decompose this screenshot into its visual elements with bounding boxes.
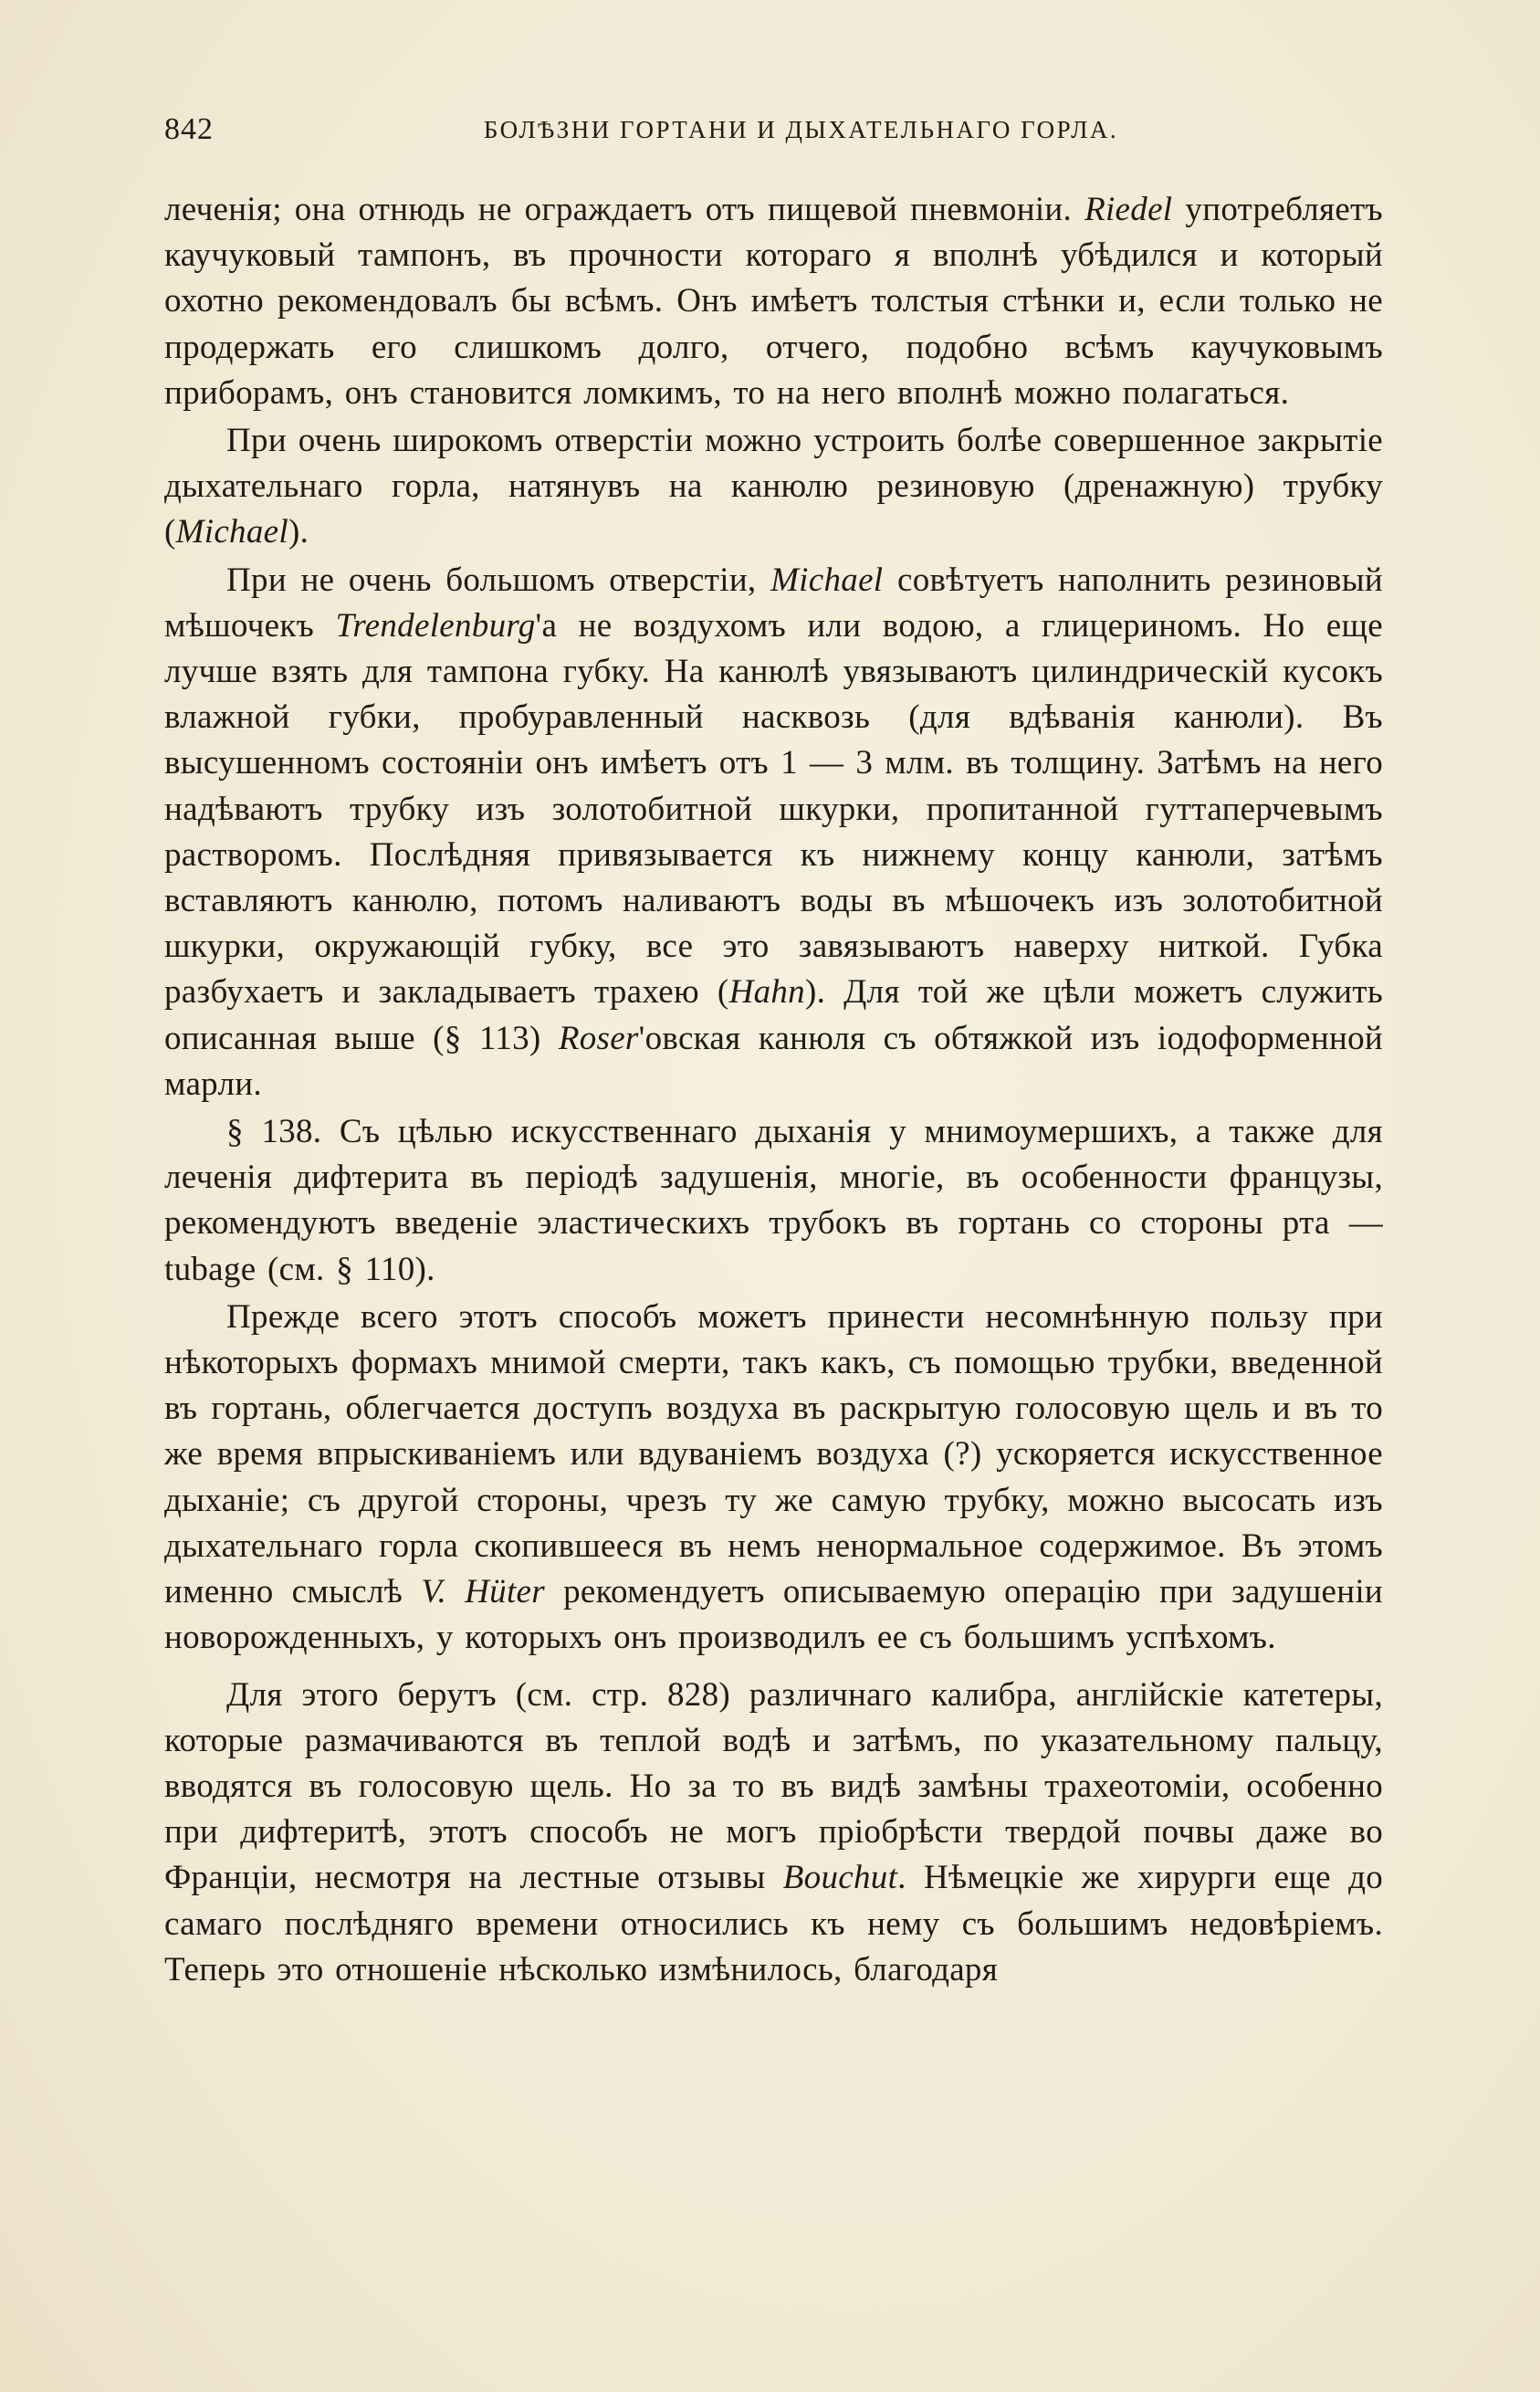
text-run: . Нѣмецкіе же хирурги еще до самаго послѣдняго времени относились къ нему съ большимъ недовѣріемъ. Теперь это отношеніе нѣсколько измѣнилось, благодаря <box>164 1859 1383 1988</box>
author-name: Roser <box>558 1019 639 1057</box>
text-run: Для этого берутъ (см. стр. 828) различнаго калибра, англійскіе катетеры, которые размачиваются въ теплой водѣ и затѣмъ, по указательному пальцу, вводятся въ голосовую щель. Но за то въ видѣ замѣны трахеотоміи, особенно при дифтеритѣ, этотъ способъ не могъ пріобрѣсти твердой почвы даже во Франціи, несмотря на лестные отзывы <box>164 1675 1383 1897</box>
paragraph-3 <box>164 558 1383 1107</box>
text-run: Прежде всего этотъ способъ можетъ принести несомнѣнную пользу при нѣкоторыхъ формахъ мнимой смерти, такъ какъ, съ помощью трубки, введенной въ гортань, облегчается доступъ воздуха въ раскрытую голосовую щель и въ то же время впрыскиваніемъ или вдуваніемъ воздуха (?) ускоряется искусственное дыханіе; съ другой стороны, чрезъ ту же самую трубку, можно высосать изъ дыхательнаго горла скопившееся въ немъ ненормальное содержимое. Въ этомъ именно смыслѣ <box>164 1297 1383 1611</box>
author-name: V. Hüter <box>421 1573 545 1611</box>
text-run: ). <box>288 513 309 551</box>
page-number: 842 <box>164 112 214 146</box>
paragraph-5 <box>164 1295 1383 1662</box>
text-run: совѣтуетъ наполнить резиновый мѣшочекъ <box>164 561 1383 645</box>
paragraph-6 <box>164 1673 1383 1993</box>
author-name: Michael <box>175 513 288 551</box>
author-name: Bouchut <box>782 1859 898 1897</box>
paragraph-1 <box>164 187 1383 416</box>
author-name: Riedel <box>1084 191 1173 228</box>
text-run: употребляетъ каучуковый тампонъ, въ прочности котораго я вполнѣ убѣдился и который охотно рекомендовалъ бы всѣмъ. Онъ имѣетъ толстыя стѣнки и, если только не продержать его слишкомъ долго, отчего, подобно всѣмъ каучуковымъ приборамъ, онъ становится ломкимъ, то на него вполнѣ можно полагаться. <box>164 191 1383 412</box>
text-run: При очень широкомъ отверстіи можно устроить болѣе совершенное закрытіе дыхательнаго горла, натянувъ на канюлю резиновую (дренажную) трубку ( <box>164 422 1383 551</box>
text-run: рекомендуетъ описываемую операцію при задушеніи новорожденныхъ, у которыхъ онъ производилъ ее съ большимъ успѣхомъ. <box>164 1573 1383 1657</box>
text-run: 'а не воздухомъ или водою, а глицериномъ. Но еще лучше взять для тампона губку. На канюлѣ увязываютъ цилиндрическій кусокъ влажной губки, пробуравленный насквозь (для вдѣванія канюли). Въ высушенномъ состояніи онъ имѣетъ отъ 1 — 3 млм. въ толщину. Затѣмъ на него надѣваютъ трубку изъ золотобитной шкурки, пропитанной гуттаперчевымъ растворомъ. Послѣдняя привязывается къ нижнему концу канюли, затѣмъ вставляютъ канюлю, потомъ наливаютъ воды въ мѣшочекъ изъ золотобитной шкурки, окружающій губку, все это завязываютъ наверху ниткой. Губка разбухаетъ и закладываетъ трахею ( <box>164 606 1383 1012</box>
text-run: ). Для той же цѣли можетъ служить описанная выше (§ 113) <box>164 973 1383 1057</box>
paragraph-2 <box>164 418 1383 556</box>
running-title: БОЛѢЗНИ ГОРТАНИ И ДЫХАТЕЛЬНАГО ГОРЛА. <box>483 116 1119 143</box>
body-text <box>164 187 1383 1993</box>
text-run: 'овская канюля съ обтяжкой изъ іодоформенной марли. <box>164 1019 1383 1103</box>
text-run: При не очень большомъ отверстіи, <box>226 561 771 599</box>
text-run: леченія; она отнюдь не ограждаетъ отъ пищевой пневмоніи. <box>164 191 1085 228</box>
text-run: § 138. Съ цѣлью искусственнаго дыханія у мнимоумершихъ, а также для леченія дифтерита въ періодѣ задушенія, многіе, въ особенности французы, рекомендуютъ введеніе эластическихъ трубокъ въ гортань со стороны рта — tubage (см. § 110). <box>164 1113 1383 1288</box>
paragraph-4-section-138 <box>164 1109 1383 1293</box>
page-header <box>164 111 1383 148</box>
author-name: Hahn <box>728 973 805 1012</box>
author-name: Michael <box>770 561 884 599</box>
author-name: Trendelenburg <box>335 606 536 645</box>
